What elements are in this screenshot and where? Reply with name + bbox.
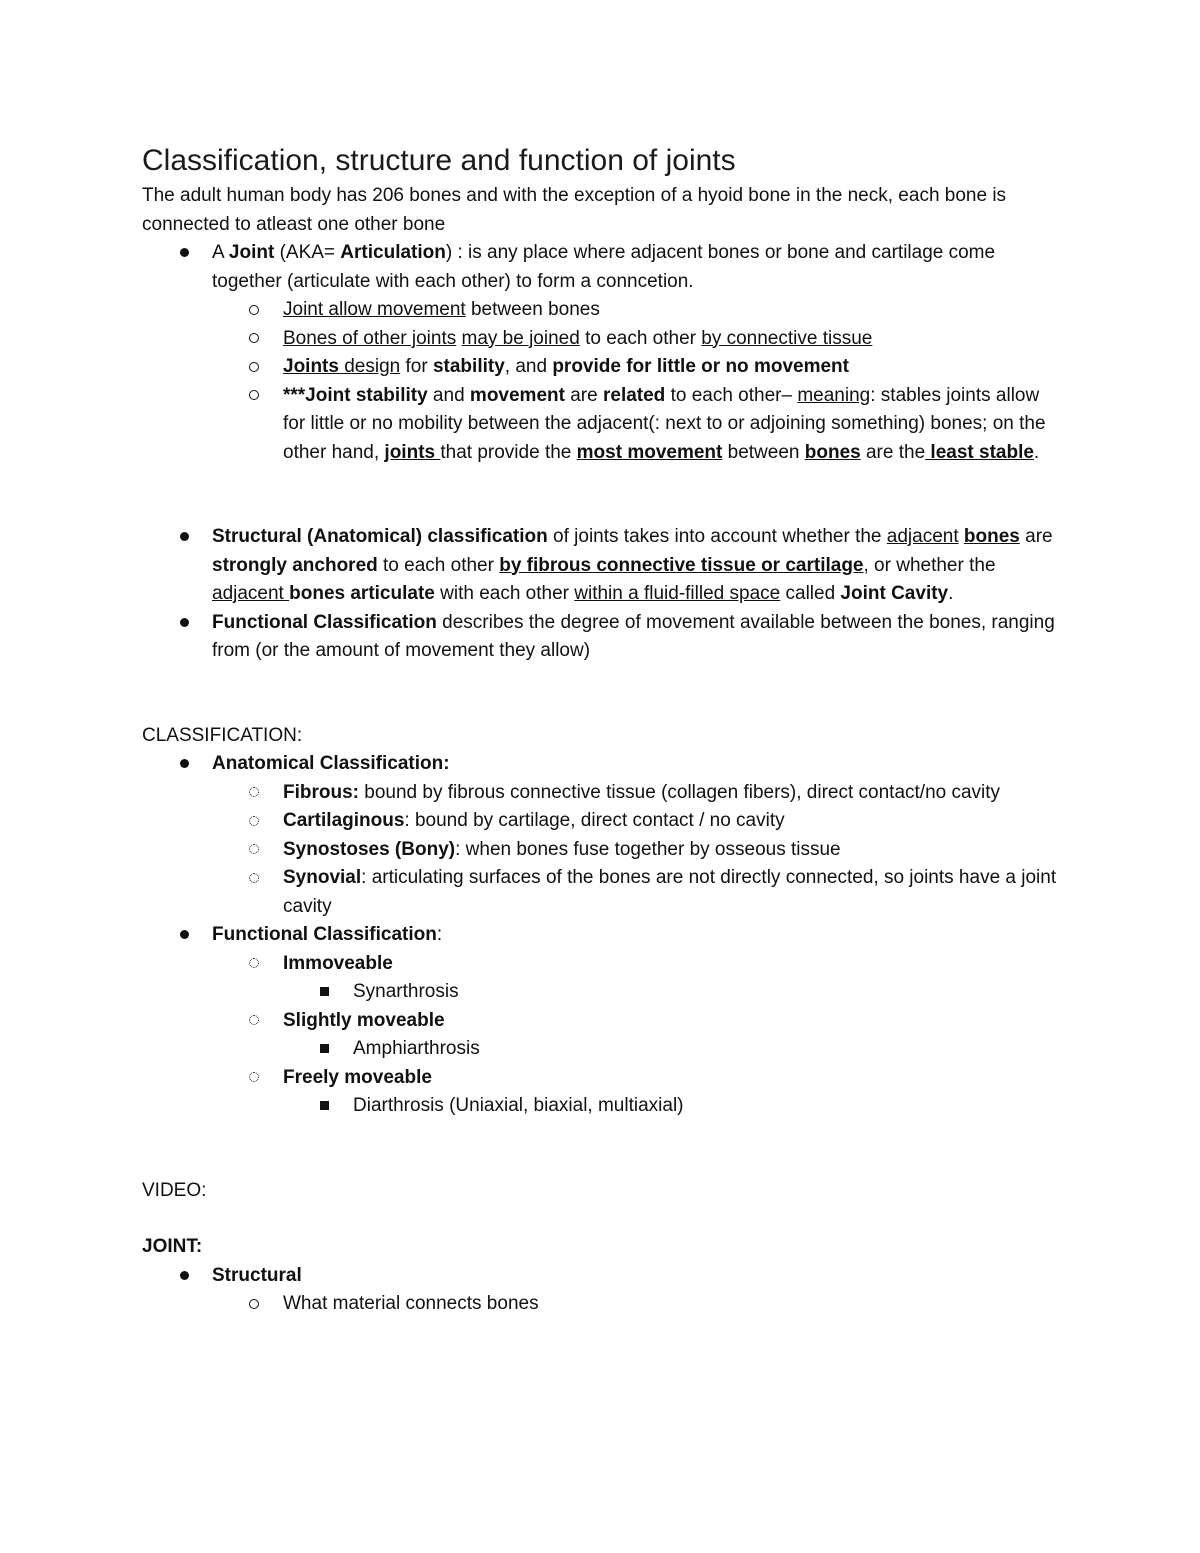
list-item-synarthrosis: Synarthrosis: [142, 978, 1062, 1007]
intro-paragraph: The adult human body has 206 bones and with the exception of a hyoid bone in the neck, each bone is connected to atleast one other bone: [142, 185, 1007, 235]
list-item-functional-classification: Functional Classification describes the degree of movement available between the bones, ranging from (or the amount of movement they allow): [142, 609, 1062, 666]
list-item-diarthrosis: Diarthrosis (Uniaxial, biaxial, multiaxial): [142, 1092, 1062, 1121]
list-item-cartilaginous: Cartilaginous: bound by cartilage, direct contact / no cavity: [142, 807, 1062, 836]
bullet-dotted-circle-icon: [244, 1064, 264, 1093]
list-item-joint-design: Joints design for stability, and provide for little or no movement: [142, 353, 1062, 382]
bullet-square-icon: [314, 1035, 334, 1064]
list-item-immoveable: Immoveable: [142, 950, 1062, 979]
classification-types-list: [142, 523, 1062, 666]
definition-list: [142, 239, 1062, 467]
bullet-square-icon: [314, 978, 334, 1007]
bullet-disc-icon: [174, 523, 194, 552]
bullet-circle-icon: [244, 382, 264, 411]
bullet-circle-icon: [244, 353, 264, 382]
bullet-dotted-circle-icon: [244, 950, 264, 979]
list-item-structural: Structural: [142, 1262, 1062, 1291]
classification-outline: [142, 750, 1062, 1121]
spacer: [142, 467, 1062, 523]
list-item-material: What material connects bones: [142, 1290, 1062, 1319]
list-item-joint-movement: Joint allow movement between bones: [142, 296, 1062, 325]
bullet-dotted-circle-icon: [244, 807, 264, 836]
joint-list: [142, 1262, 1062, 1319]
list-item-amphiarthrosis: Amphiarthrosis: [142, 1035, 1062, 1064]
list-item-synovial: Synovial: articulating surfaces of the bones are not directly connected, so joints have a joint cavity: [142, 864, 1062, 921]
bullet-disc-icon: [174, 1262, 194, 1291]
spacer: [142, 666, 1062, 722]
video-heading: VIDEO:: [142, 1179, 207, 1201]
list-item-slightly-moveable: Slightly moveable: [142, 1007, 1062, 1036]
bullet-disc-icon: [174, 239, 194, 268]
list-item-freely-moveable: Freely moveable: [142, 1064, 1062, 1093]
bullet-square-icon: [314, 1092, 334, 1121]
spacer: [142, 1121, 1062, 1177]
list-item-stability-movement: ***Joint stability and movement are related to each other– meaning: stables joints allow for little or no mobility between the adjacent(: next to or adjoining something) bones; on the other hand, joints that provide the most movement between bones are the least stable.: [142, 382, 1062, 468]
bullet-circle-icon: [244, 325, 264, 354]
list-item-structural-classification: Structural (Anatomical) classification of joints takes into account whether the adjacent bones are strongly anchored to each other by fibrous connective tissue or cartilage, or whether the adjacent bones articulate with each other within a fluid-filled space called Joint Cavity.: [142, 523, 1062, 609]
document-page: [142, 140, 1062, 1319]
bullet-disc-icon: [174, 609, 194, 638]
classification-heading: CLASSIFICATION:: [142, 724, 303, 746]
list-item-functional: Functional Classification:: [142, 921, 1062, 950]
bullet-dotted-circle-icon: [244, 779, 264, 808]
bullet-circle-icon: [244, 1290, 264, 1319]
joint-heading: JOINT:: [142, 1236, 203, 1257]
bullet-circle-icon: [244, 296, 264, 325]
spacer: [142, 1205, 1062, 1233]
list-item-joint-definition: A Joint (AKA= Articulation) : is any place where adjacent bones or bone and cartilage come together (articulate with each other) to form a conncetion.: [142, 239, 1062, 296]
list-item-bones-joined: Bones of other joints may be joined to each other by connective tissue: [142, 325, 1062, 354]
list-item-fibrous: Fibrous: bound by fibrous connective tissue (collagen fibers), direct contact/no cavity: [142, 779, 1062, 808]
list-item-anatomical: Anatomical Classification:: [142, 750, 1062, 779]
list-item-synostoses: Synostoses (Bony): when bones fuse together by osseous tissue: [142, 836, 1062, 865]
bullet-disc-icon: [174, 750, 194, 779]
bullet-dotted-circle-icon: [244, 836, 264, 865]
page-title: Classification, structure and function of joints: [142, 144, 736, 177]
bullet-disc-icon: [174, 921, 194, 950]
bullet-dotted-circle-icon: [244, 864, 264, 893]
bullet-dotted-circle-icon: [244, 1007, 264, 1036]
